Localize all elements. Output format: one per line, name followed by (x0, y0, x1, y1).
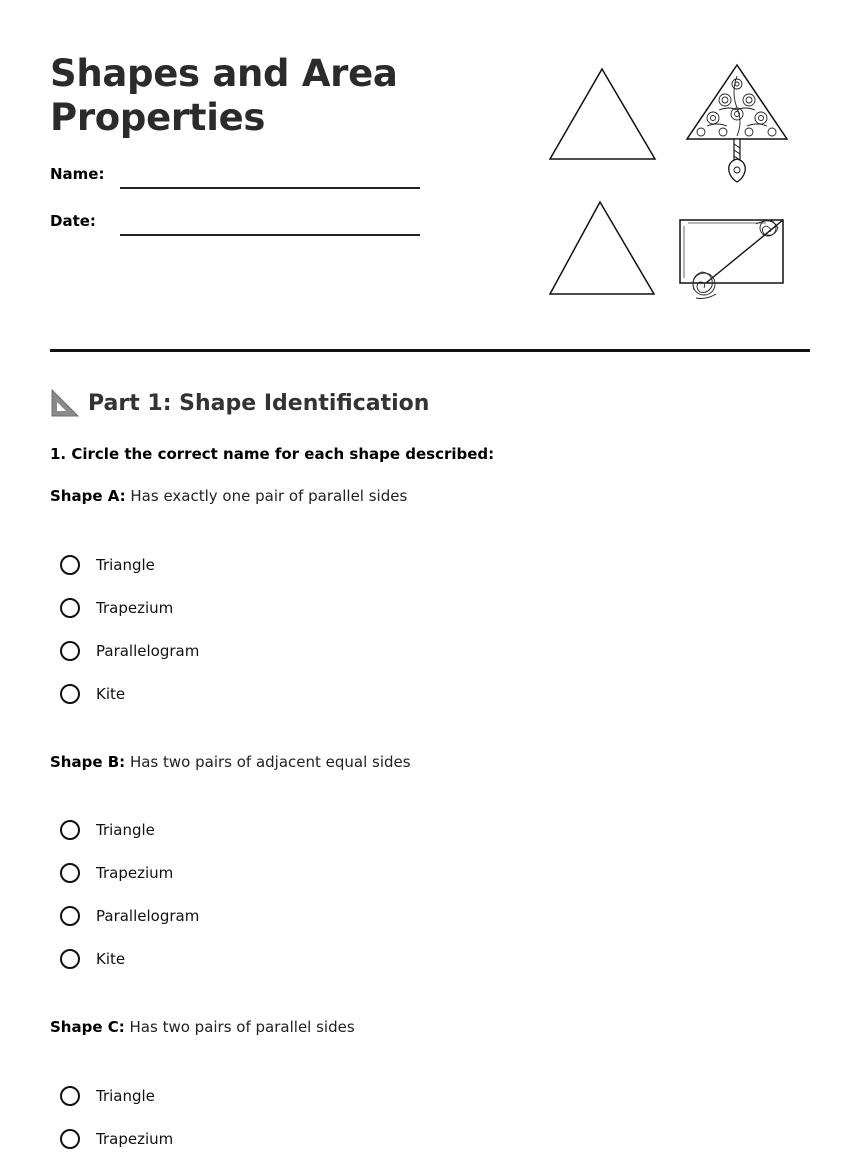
radio-button[interactable] (60, 684, 80, 704)
shape-a-option-kite[interactable] (60, 684, 125, 704)
shape-b-label: Shape B: (50, 753, 126, 771)
triangle-icon (545, 64, 661, 164)
title-line-2: Properties (50, 96, 266, 139)
shape-c-option-triangle[interactable] (60, 1086, 155, 1106)
shape-c-text: Has two pairs of parallel sides (129, 1018, 355, 1036)
radio-button[interactable] (60, 863, 80, 883)
option-label: Triangle (96, 821, 155, 839)
title-line-1: Shapes and Area (50, 52, 398, 95)
shape-b-description (50, 753, 411, 771)
section-divider (50, 349, 810, 352)
radio-button[interactable] (60, 598, 80, 618)
set-square-icon (50, 388, 80, 418)
radio-button[interactable] (60, 906, 80, 926)
shape-a-option-parallelogram[interactable] (60, 641, 199, 661)
shape-b-option-trapezium[interactable] (60, 863, 173, 883)
name-field[interactable] (120, 187, 420, 189)
shape-a-option-triangle[interactable] (60, 555, 155, 575)
triangle-icon (545, 198, 659, 298)
question-instruction: 1. Circle the correct name for each shape described: (50, 445, 495, 463)
date-field[interactable] (120, 234, 420, 236)
shape-c-option-trapezium[interactable] (60, 1129, 173, 1149)
ornate-arrow-icon (683, 62, 791, 186)
section-heading (50, 388, 429, 418)
option-label: Trapezium (96, 864, 174, 882)
shape-b-text: Has two pairs of adjacent equal sides (129, 753, 411, 771)
shape-a-description (50, 487, 407, 505)
ornate-rectangle-icon (676, 214, 788, 300)
option-label: Kite (96, 950, 126, 968)
radio-button[interactable] (60, 555, 80, 575)
option-label: Trapezium (96, 599, 174, 617)
shape-b-option-triangle[interactable] (60, 820, 155, 840)
shape-c-label: Shape C: (50, 1018, 125, 1036)
option-label: Triangle (96, 1087, 155, 1105)
shape-a-option-trapezium[interactable] (60, 598, 173, 618)
shape-b-option-parallelogram[interactable] (60, 906, 199, 926)
option-label: Triangle (96, 556, 155, 574)
section-title: Part 1: Shape Identification (88, 390, 430, 416)
option-label: Parallelogram (96, 642, 200, 660)
radio-button[interactable] (60, 949, 80, 969)
option-label: Parallelogram (96, 907, 200, 925)
date-label: Date: (50, 212, 96, 230)
radio-button[interactable] (60, 1129, 80, 1149)
page-title (50, 52, 398, 140)
radio-button[interactable] (60, 641, 80, 661)
option-label: Trapezium (96, 1130, 174, 1148)
option-label: Kite (96, 685, 126, 703)
shape-b-option-kite[interactable] (60, 949, 125, 969)
radio-button[interactable] (60, 1086, 80, 1106)
shape-a-text: Has exactly one pair of parallel sides (130, 487, 408, 505)
shape-c-description (50, 1018, 355, 1036)
shape-a-label: Shape A: (50, 487, 126, 505)
name-label: Name: (50, 165, 105, 183)
radio-button[interactable] (60, 820, 80, 840)
